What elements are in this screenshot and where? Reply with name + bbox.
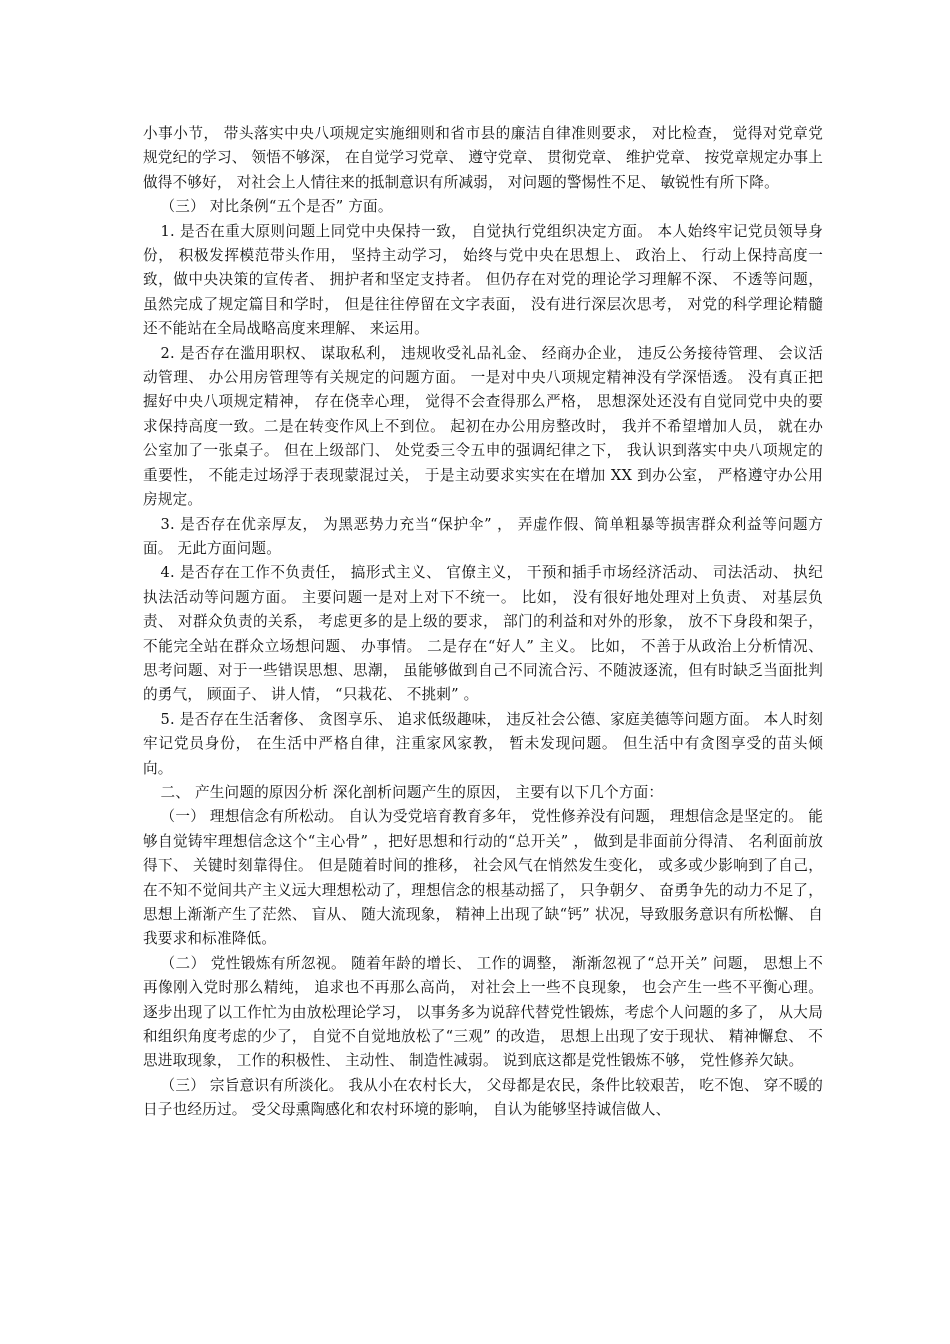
paragraph-2: （三） 对比条例“五个是否” 方面。 xyxy=(160,198,393,216)
paragraph-8: 二、 产生问题的原因分析 深化剖析问题产生的原因， 主要有以下几个方面： xyxy=(160,783,664,801)
paragraph-7: 5. 是否存在生活奢侈、 贪图享乐、 追求低级趣味， 违反社会公德、家庭美德等问题方面。 本人时刻牢记党员身份， 在生活中严格自律，注重家风家教， 暂未发现问题。 但生活中有贪图享受的苗头倾向。 xyxy=(143,710,823,777)
paragraph-4: 2. 是否存在滥用职权、 谋取私利， 违规收受礼品礼金、 经商办企业， 违反公务接待管理、 会议活动管理、 办公用房管理等有关规定的问题方面。 一是对中央八项规定精神没有学深悟透。 没有真正把握好中央八项规定精神， 存在侥幸心理， 觉得不会查得那么严格， 思想深处还没有自觉同党中央的要求保持高度一致。二是在转变作风上不到位。 起初在办公用房整改时， 我并不希望增加人员， 就在办公室加了一张桌子。 但在上级部门、 处党委三令五申的强调纪律之下， 我认识到落实中央八项规定的重要性， 不能走过场浮于表现蒙混过关， 于是主动要求实实在在增加 XX 到办公室， 严格遵守办公用房规定。 xyxy=(143,344,823,509)
paragraph-11: （三） 宗旨意识有所淡化。 我从小在农村长大， 父母都是农民，条件比较艰苦， 吃不饱、 穿不暖的日子也经历过。 受父母熏陶感化和农村环境的影响， 自认为能够坚持诚信做人、 xyxy=(143,1076,823,1119)
paragraph-5: 3. 是否存在优亲厚友， 为黑恶势力充当“保护伞” ， 弄虚作假、简单粗暴等损害群众利益等问题方面。 无此方面问题。 xyxy=(143,515,823,557)
paragraph-9: （一） 理想信念有所松动。 自认为受党培育教育多年， 党性修养没有问题， 理想信念是坚定的。 能够自觉铸牢理想信念这个“主心骨” ，把好思想和行动的“总开关” ， 做到是非面前分得清、 名利面前放得下、 关键时刻靠得住。 但是随着时间的推移， 社会风气在悄然发生变化， 或多或少影响到了自己， 在不知不觉间共产主义远大理想松动了，理想信念的根基动摇了， 只争朝夕、 奋勇争先的动力不足了， 思想上渐渐产生了茫然、 盲从、 随大流现象， 精神上出现了缺“钙” 状况，导致服务意识有所松懈、 自我要求和标准降低。 xyxy=(143,808,823,948)
document-body xyxy=(143,122,823,1123)
paragraph-10: （二） 党性锻炼有所忽视。 随着年龄的增长、 工作的调整， 渐渐忽视了“总开关” 问题， 思想上不再像刚入党时那么精纯， 追求也不再那么高尚， 对社会上一些不良现象， 也会产生一些不平衡心理。 逐步出现了以工作忙为由放松理论学习， 以事务多为说辞代替党性锻炼，考虑个人问题的多了， 从大局和组织角度考虑的少了， 自觉不自觉地放松了“三观” 的改造， 思想上出现了安于现状、 精神懈怠、 不思进取现象， 工作的积极性、 主动性、 制造性减弱。 说到底这都是党性锻炼不够， 党性修养欠缺。 xyxy=(143,954,823,1070)
paragraph-3: 1. 是否在重大原则问题上同党中央保持一致， 自觉执行党组织决定方面。 本人始终牢记党员领导身份， 积极发挥模范带头作用， 坚持主动学习， 始终与党中央在思想上、 政治上、 行动上保持高度一致，做中央决策的宣传者、 拥护者和坚定支持者。 但仍存在对党的理论学习理解不深、 不透等问题， 虽然完成了规定篇目和学时， 但是往往停留在文字表面， 没有进行深层次思考， 对党的科学理论精髓还不能站在全局战略高度来理解、 来运用。 xyxy=(143,222,823,338)
paragraph-6: 4. 是否存在工作不负责任， 搞形式主义、 官僚主义， 干预和插手市场经济活动、 司法活动、 执纪执法活动等问题方面。 主要问题一是对上对下不统一。 比如， 没有很好地处理对上负责、 对基层负责、 对群众负责的关系， 考虑更多的是上级的要求， 部门的利益和对外的形象， 放不下身段和架子， 不能完全站在群众立场想问题、 办事情。 二是存在“好人” 主义。 比如， 不善于从政治上分析情况、 思考问题、对于一些错误思想、思潮， 虽能够做到自己不同流合污、不随波逐流，但有时缺乏当面批判的勇气， 顾面子、 讲人情， “只栽花、 不挑刺” 。 xyxy=(143,564,823,704)
paragraph-1: 小事小节， 带头落实中央八项规定实施细则和省市县的廉洁自律准则要求， 对比检查， 觉得对党章党规党纪的学习、 领悟不够深， 在自觉学习党章、 遵守党章、 贯彻党章、 维护党章、 按党章规定办事上做得不够好， 对社会上人情往来的抵制意识有所减弱， 对问题的警惕性不足、 敏锐性有所下降。 xyxy=(143,125,823,191)
